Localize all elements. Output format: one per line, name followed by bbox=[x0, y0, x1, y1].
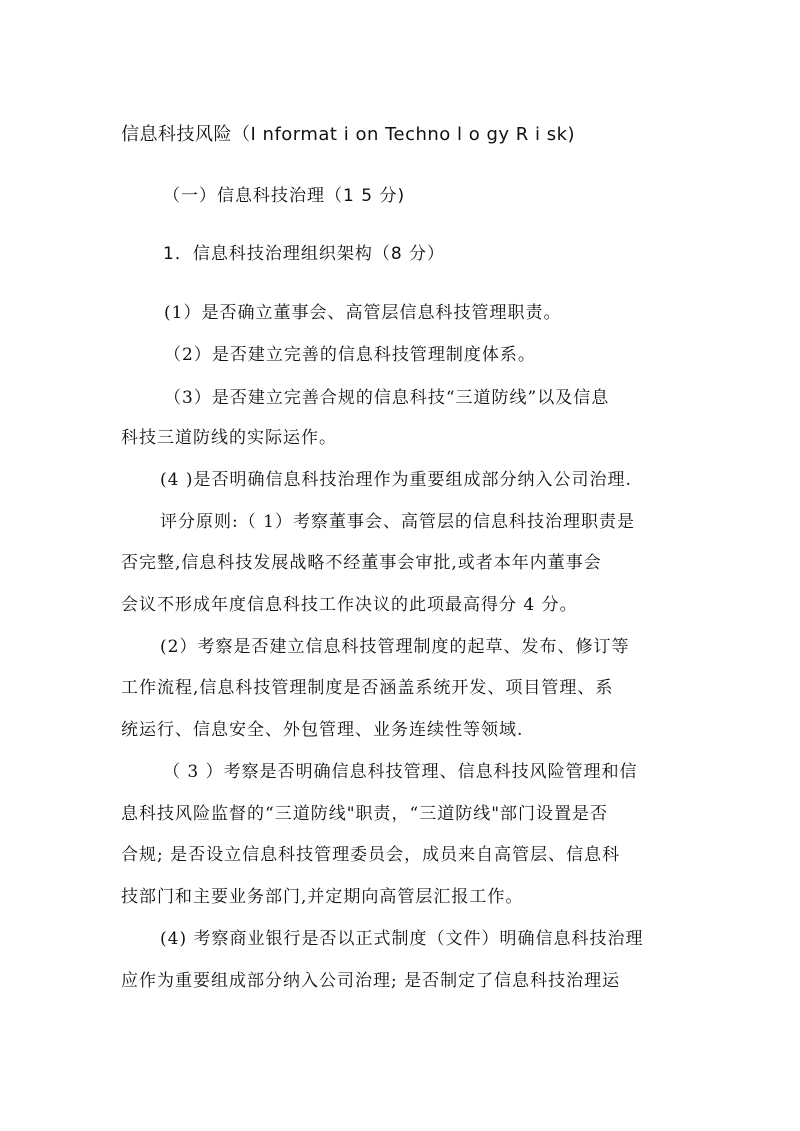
paragraph-line: （3）是否建立完善合规的信息科技“三道防线”以及信息 bbox=[164, 388, 610, 408]
paragraph-line: 统运行、信息安全、外包管理、业务连续性等领域. bbox=[121, 720, 524, 740]
paragraph-line: 会议不形成年度信息科技工作决议的此项最高得分 4 分。 bbox=[121, 595, 578, 615]
paragraph-line: (4 )是否明确信息科技治理作为重要组成部分纳入公司治理. bbox=[160, 470, 632, 490]
document-title: 信息科技风险（I nformat i on Techno l o gy R i sk) bbox=[121, 124, 576, 145]
paragraph-line: (2）考察是否建立信息科技管理制度的起草、发布、修订等 bbox=[160, 637, 630, 657]
paragraph-line: 应作为重要组成部分纳入公司治理; 是否制定了信息科技治理运 bbox=[121, 971, 621, 991]
paragraph-line: 科技三道防线的实际运作。 bbox=[121, 428, 337, 448]
paragraph-line: (1）是否确立董事会、高管层信息科技管理职责。 bbox=[164, 303, 562, 323]
paragraph-line: 合规; 是否设立信息科技管理委员会，成员来自高管层、信息科 bbox=[121, 845, 621, 865]
paragraph-line: (4) 考察商业银行是否以正式制度（文件）明确信息科技治理 bbox=[160, 929, 644, 949]
paragraph-line: 息科技风险监督的“三道防线"职责，“三道防线"部门设置是否 bbox=[121, 804, 609, 824]
paragraph-line: 评分原则:（ 1）考察董事会、高管层的信息科技治理职责是 bbox=[160, 512, 635, 532]
subsection-heading: 1．信息科技治理组织架构（8 分） bbox=[163, 244, 446, 264]
paragraph-line: 否完整,信息科技发展战略不经董事会审批,或者本年内董事会 bbox=[121, 553, 602, 573]
section-heading: （一）信息科技治理（1 5 分) bbox=[163, 186, 406, 206]
paragraph-line: 技部门和主要业务部门,并定期向高管层汇报工作。 bbox=[121, 887, 524, 907]
paragraph-line: （ 3 ）考察是否明确信息科技管理、信息科技风险管理和信 bbox=[163, 762, 638, 782]
paragraph-line: （2）是否建立完善的信息科技管理制度体系。 bbox=[164, 345, 536, 365]
paragraph-line: 工作流程,信息科技管理制度是否涵盖系统开发、项目管理、系 bbox=[121, 678, 614, 698]
